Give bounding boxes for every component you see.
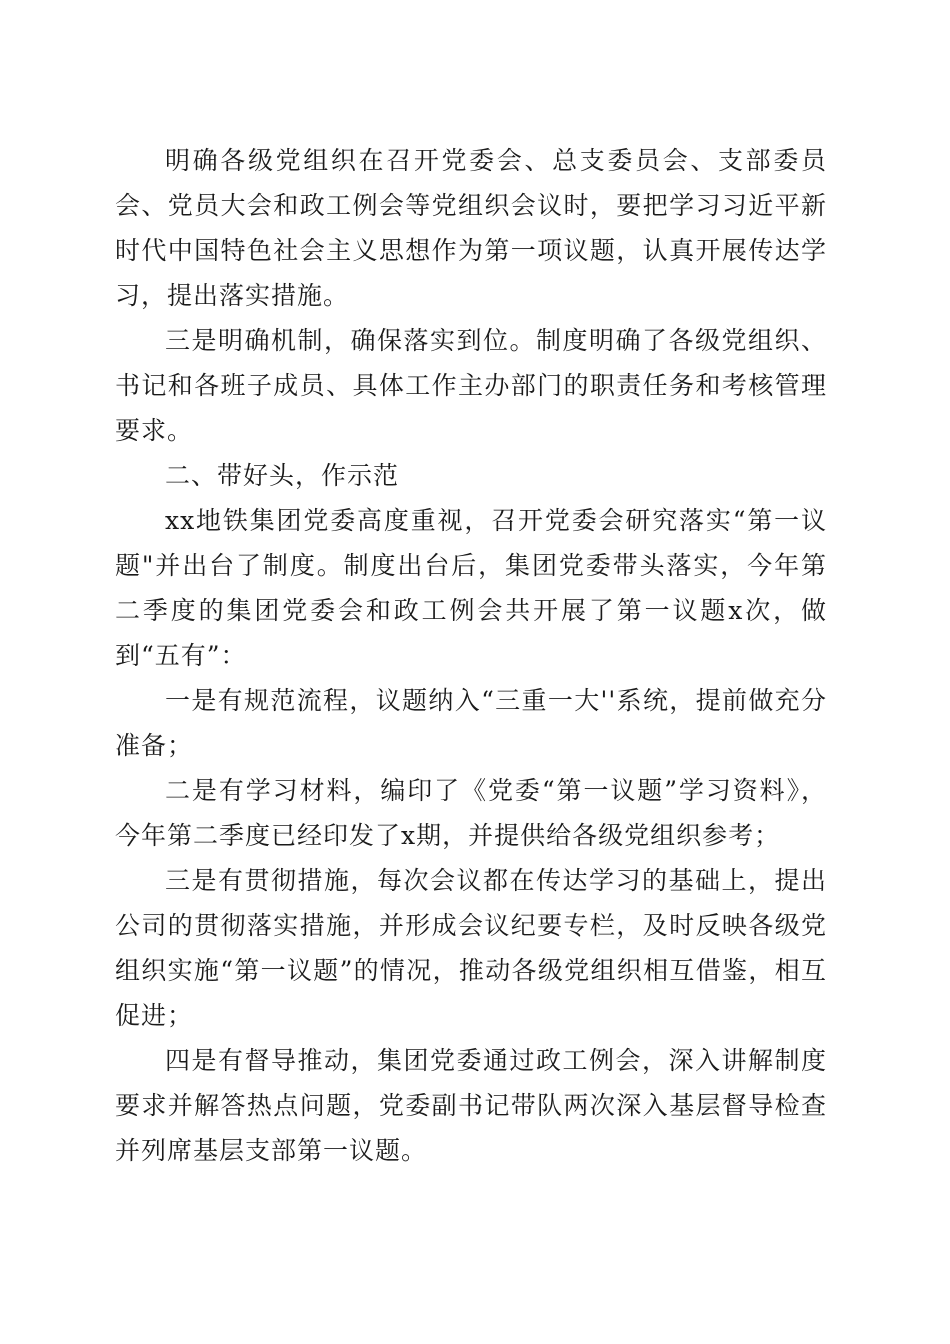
section-heading: 二、带好头，作示范 [165, 461, 400, 490]
document-body [115, 138, 827, 1173]
paragraph-meeting-agenda: 明确各级党组织在召开党委会、总支委员会、支部委员会、党员大会和政工例会等党组织会议时，要把学习习近平新时代中国特色社会主义思想作为第一项议题，认真开展传达学习，提出落实措施。 [115, 146, 827, 310]
paragraph-group-committee: xx地铁集团党委高度重视，召开党委会研究落实“第一议题"并出台了制度。制度出台后，集团党委带头落实，今年第二季度的集团党委会和政工例会共开展了第一议题x次，做到“五有”： [115, 506, 827, 670]
paragraph-item-measures: 三是有贯彻措施，每次会议都在传达学习的基础上，提出公司的贯彻落实措施，并形成会议纪要专栏，及时反映各级党组织实施“第一议题”的情况，推动各级党组织相互借鉴，相互促进； [115, 866, 827, 1030]
paragraph-item-process: 一是有规范流程，议题纳入“三重一大''系统，提前做充分准备； [115, 686, 827, 760]
paragraph-item-materials: 二是有学习材料，编印了《党委“第一议题”学习资料》，今年第二季度已经印发了x期，并提供给各级党组织参考； [115, 776, 827, 850]
paragraph-mechanism: 三是明确机制，确保落实到位。制度明确了各级党组织、书记和各班子成员、具体工作主办部门的职责任务和考核管理要求。 [115, 326, 827, 445]
paragraph-item-supervision: 四是有督导推动，集团党委通过政工例会，深入讲解制度要求并解答热点问题，党委副书记带队两次深入基层督导检查并列席基层支部第一议题。 [115, 1046, 827, 1165]
